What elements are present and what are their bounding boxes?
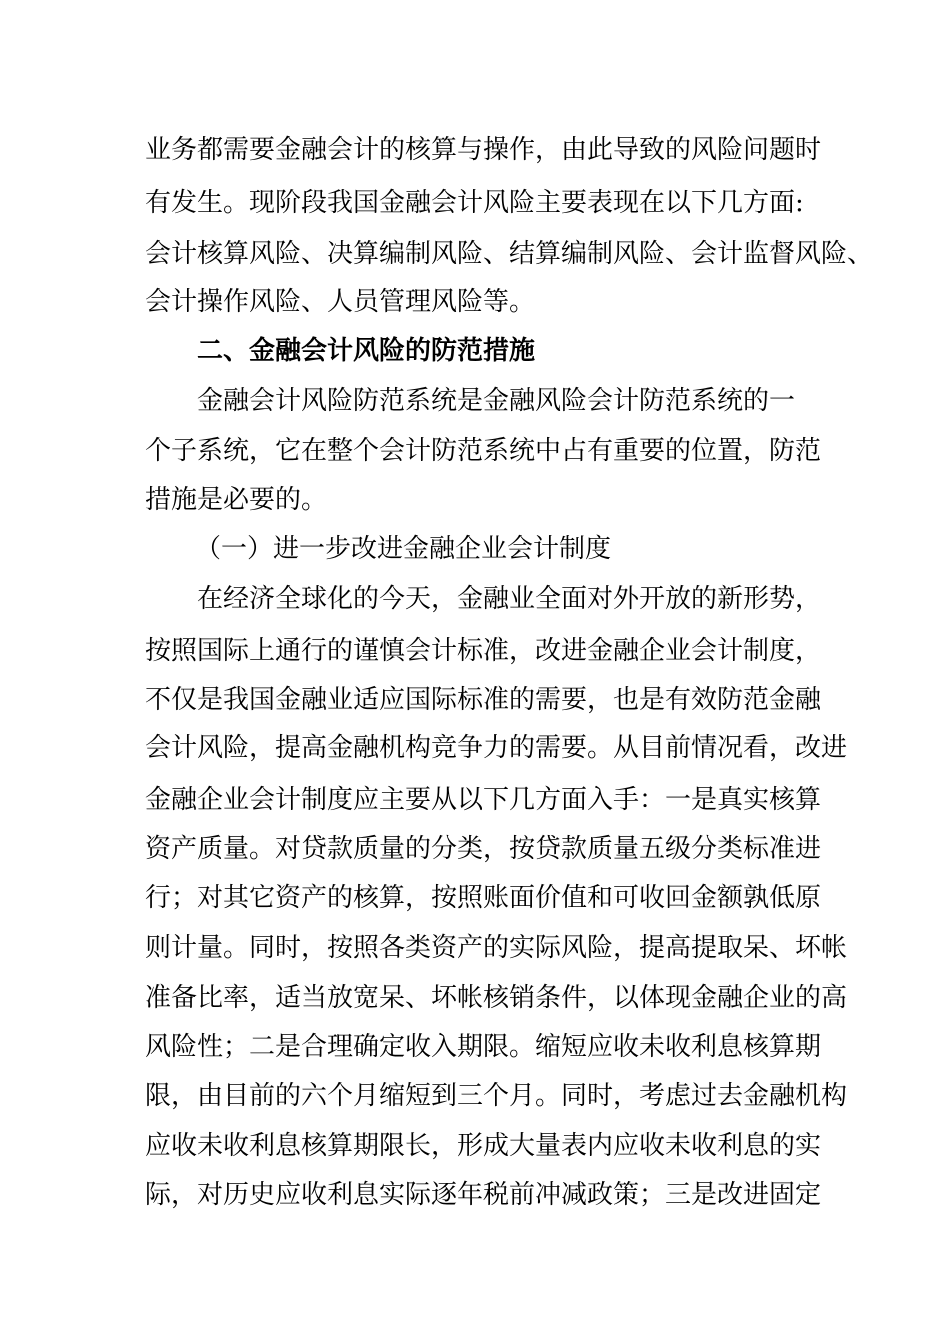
- body-text-line: 不仅是我国金融业适应国际标准的需要，也是有效防范金融: [145, 685, 822, 715]
- body-text-line: 有发生。现阶段我国金融会计风险主要表现在以下几方面:: [145, 188, 804, 218]
- body-text-line: 准备比率，适当放宽呆、坏帐核销条件，以体现金融企业的高: [145, 983, 848, 1013]
- body-text-line: 会计核算风险、决算编制风险、结算编制风险、会计监督风险、: [145, 239, 874, 269]
- section-heading: 二、金融会计风险的防范措施: [197, 336, 536, 366]
- body-text-line: 风险性；二是合理确定收入期限。缩短应收未收利息核算期: [145, 1032, 822, 1062]
- body-text-line: 会计操作风险、人员管理风险等。: [145, 287, 536, 317]
- body-text-line: 资产质量。对贷款质量的分类，按贷款质量五级分类标准进: [145, 834, 822, 864]
- body-text-line: 业务都需要金融会计的核算与操作，由此导致的风险问题时: [145, 135, 822, 165]
- body-text-line: 措施是必要的。: [145, 485, 328, 515]
- body-text-line: 际，对历史应收利息实际逐年税前冲减政策；三是改进固定: [145, 1180, 822, 1210]
- body-text-line: 金融企业会计制度应主要从以下几方面入手：一是真实核算: [145, 785, 822, 815]
- body-text-line: 个子系统，它在整个会计防范系统中占有重要的位置，防范: [145, 436, 822, 466]
- body-text-line: 在经济全球化的今天，金融业全面对外开放的新形势，: [197, 584, 822, 614]
- body-text-line: 会计风险，提高金融机构竞争力的需要。从目前情况看，改进: [145, 733, 848, 763]
- body-text-line: 应收未收利息核算期限长，形成大量表内应收未收利息的实: [145, 1131, 822, 1161]
- body-text-line: 金融会计风险防范系统是金融风险会计防范系统的一: [197, 386, 796, 416]
- body-text-line: 行；对其它资产的核算，按照账面价值和可收回金额孰低原: [145, 883, 822, 913]
- body-text-line: 限，由目前的六个月缩短到三个月。同时，考虑过去金融机构: [145, 1081, 848, 1111]
- subsection-heading: （一）进一步改进金融企业会计制度: [195, 534, 612, 564]
- body-text-line: 按照国际上通行的谨慎会计标准，改进金融企业会计制度，: [145, 636, 822, 666]
- body-text-line: 则计量。同时，按照各类资产的实际风险，提高提取呆、坏帐: [145, 933, 848, 963]
